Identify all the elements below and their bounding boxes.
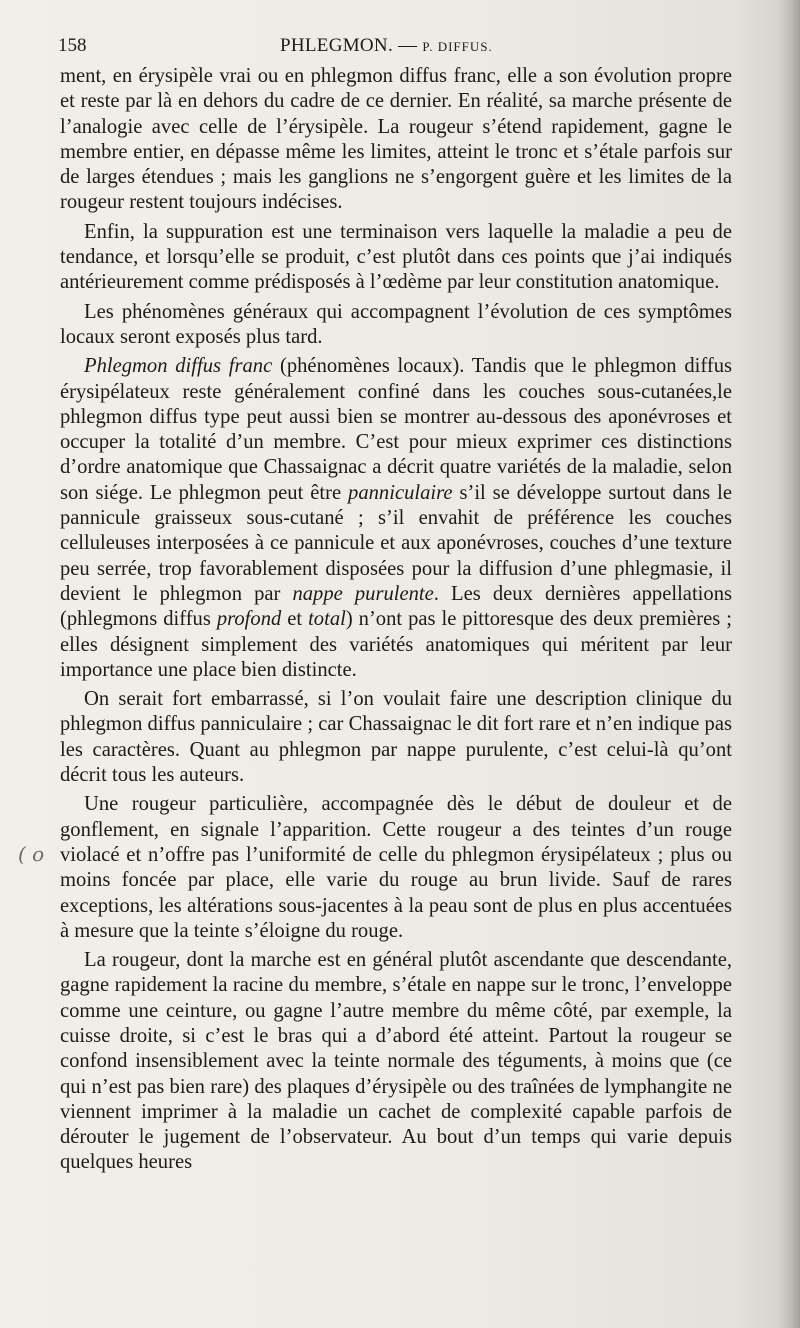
paragraph-5: On serait fort embarrassé, si l’on voulait faire une description clinique du phlegmon diffus panniculaire ; car Chassaignac le dit fort rare et n’en indique pas les caractères. Quant au phlegmon par nappe purulente, c’est celui-là qu’ont décrit tous les auteurs. xyxy=(60,688,732,787)
paragraph-1: ment, en érysipèle vrai ou en phlegmon diffus franc, elle a son évolution propre et reste par là en dehors du cadre de ce dernier. En réalité, sa marche présente de l’analogie avec celle de l’érysipèle. La rougeur s’étend rapidement, gagne le membre entier, en dépasse même les limites, atteint le tronc et s’étale parfois sur de larges étendues ; mais les ganglions ne s’engorgent guère et les limites de la rougeur restent toujours indécises. xyxy=(60,65,732,214)
paragraph-7: La rougeur, dont la marche est en général plutôt ascendante que descendante, gagne rapidement la racine du membre, s’étale en nappe sur le tronc, l’enveloppe comme une ceinture, ou gagne l’autre membre du même côté, par exemple, la cuisse droite, si c’est le bras qui a d’abord été atteint. Partout la rougeur se confond insensiblement avec la teinte normale des téguments, à moins que (ce qui n’est pas bien rare) des plaques d’érysipèle ou des traînées de lymphangite ne viennent imprimer à la maladie un cachet de complexité capable parfois de dérouter le jugement de l’observateur. Au bout d’un temps qui varie depuis quelques heures xyxy=(60,949,732,1174)
paragraph-4-text-1: (phénomènes locaux). Tandis que le phlegmon diffus érysipélateux reste généralement confiné dans les couches sous-cutanées,le phlegmon diffus type peut aussi bien se montrer au-dessous des aponévroses et occuper la totalité d’un membre. C’est pour mieux exprimer ces distinctions d’ordre anatomique que Chassaignac a décrit quatre variétés de la maladie, selon son siége. Le phlegmon peut être xyxy=(60,355,732,504)
italic-nappe-purulente: nappe purulente xyxy=(292,582,434,605)
running-title-sub: P. DIFFUS. xyxy=(422,39,493,54)
paragraph-3: Les phénomènes généraux qui accompagnent l’évolution de ces symptômes locaux seront exposés plus tard. xyxy=(60,300,732,348)
paragraph-4-text-3: . Les deux dernières appellations (phlegmons diffus xyxy=(60,582,733,631)
paragraph-4-text-4: et xyxy=(281,608,309,631)
italic-phlegmon-diffus-franc: Phlegmon diffus franc xyxy=(84,355,273,378)
running-title xyxy=(280,34,493,59)
paragraph-4-text-2: s’il se développe surtout dans le pannicule graisseux sous-cutané ; s’il envahit de préférence les couches celluleuses interposées à ce pannicule et aux aponévroses, couches d’une texture peu serrée, trop favorablement disposées pour la diffusion d’une phlegmasie, il devient le phlegmon par xyxy=(60,481,732,605)
handwritten-margin-note: ( o xyxy=(18,842,45,866)
page-edge-shadow xyxy=(778,0,800,1328)
italic-total: total xyxy=(308,608,346,631)
page-number: 158 xyxy=(58,35,87,56)
paragraph-4 xyxy=(60,354,732,683)
paragraph-2: Enfin, la suppuration est une terminaison vers laquelle la maladie a peu de tendance, et lorsqu’elle se produit, c’est plutôt dans ces points que j’ai indiqués antérieurement comme prédisposés à l’œdème par leur constitution anatomique. xyxy=(60,220,732,294)
paragraph-6: Une rougeur particulière, accompagnée dès le début de douleur et de gonflement, en signale l’apparition. Cette rougeur a des teintes d’un rouge violacé et n’offre pas l’uniformité de celle du phlegmon érysipélateux ; plus ou moins foncée par place, elle varie du rouge au brun livide. Sauf de rares exceptions, les altérations sous-jacentes à la peau sont de plus en plus accentuées à mesure que la teinte s’éloigne du rouge. xyxy=(60,793,732,942)
body-text xyxy=(60,64,732,1176)
running-title-main: PHLEGMON. — xyxy=(280,35,423,56)
running-header xyxy=(58,34,738,58)
italic-profond: profond xyxy=(216,608,282,631)
italic-panniculaire: panniculaire xyxy=(348,481,453,504)
paragraph-4-text-5: ) n’ont pas le pittoresque des deux premières ; elles désignent simplement des variétés anatomiques qui méritent par leur importance une place bien distincte. xyxy=(60,608,732,681)
